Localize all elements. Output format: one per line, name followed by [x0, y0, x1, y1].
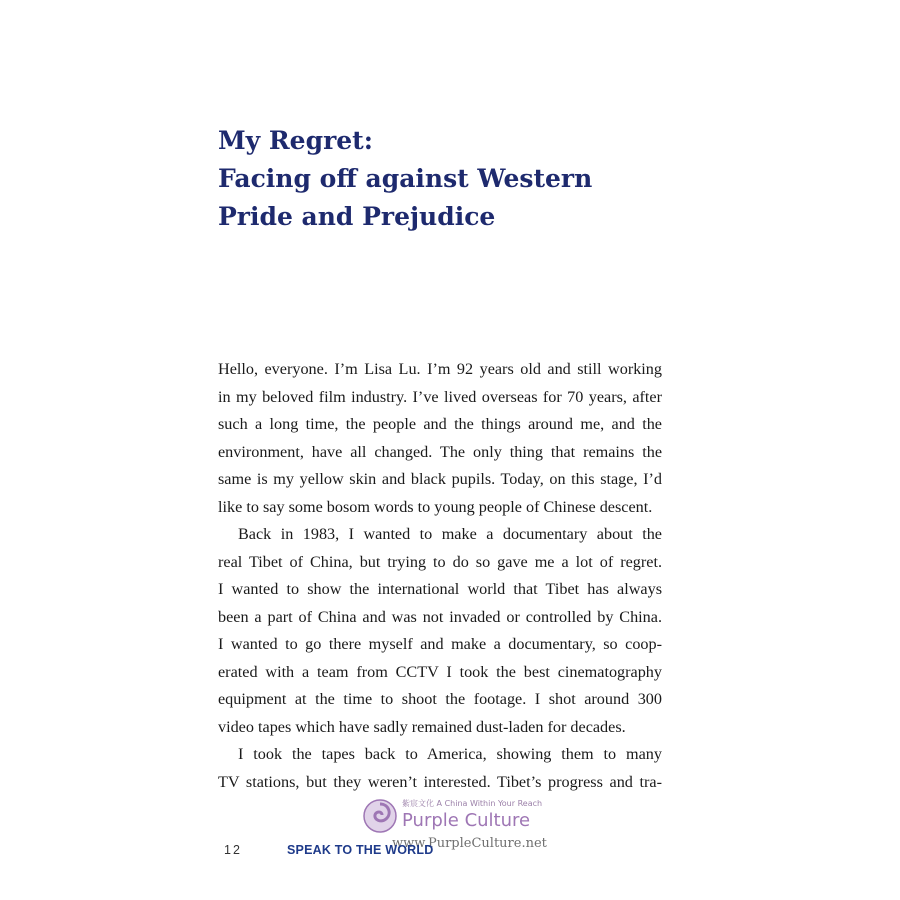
chapter-title-line-3: Pride and Prejudice: [218, 202, 496, 231]
body-line: same is my yellow skin and black pupils. Today, on this stage, I’d: [218, 470, 662, 488]
body-line: I wanted to show the international world that Tibet has always: [218, 580, 662, 598]
body-line: I wanted to go there myself and make a documentary, so coop-: [218, 635, 662, 653]
body-line: equipment at the time to shoot the footage. I shot around 300: [218, 690, 662, 708]
body-line: video tapes which have sadly remained dust-laden for decades.: [218, 717, 626, 736]
body-line: such a long time, the people and the things around me, and the: [218, 415, 662, 433]
body-text: [218, 356, 662, 796]
body-line: real Tibet of China, but trying to do so gave me a lot of regret.: [218, 552, 662, 571]
page-number: 12: [224, 843, 242, 857]
purple-culture-logo-icon: [362, 798, 398, 834]
body-line: TV stations, but they weren’t interested. Tibet’s progress and tra-: [218, 772, 662, 791]
chapter-title: [218, 122, 818, 236]
body-line: Back in 1983, I wanted to make a documentary about the: [238, 525, 662, 543]
body-line: environment, have all changed. The only thing that remains the: [218, 442, 662, 461]
body-line: I took the tapes back to America, showing them to many: [238, 745, 662, 763]
body-line: like to say some bosom words to young people of Chinese descent.: [218, 497, 653, 516]
body-line: erated with a team from CCTV I took the best cinematography: [218, 662, 662, 681]
running-title: SPEAK TO THE WORLD: [287, 843, 434, 857]
watermark-url: www.PurpleCulture.net: [392, 836, 547, 851]
chapter-title-line-1: My Regret:: [218, 126, 373, 155]
chapter-title-line-2: Facing off against Western: [218, 164, 593, 193]
body-line: in my beloved film industry. I’ve lived overseas for 70 years, after: [218, 387, 662, 406]
watermark-chinese: 紫宸文化 A China Within Your Reach: [402, 799, 543, 808]
body-line: been a part of China and was not invaded or controlled by China.: [218, 607, 662, 626]
body-line: Hello, everyone. I’m Lisa Lu. I’m 92 years old and still working: [218, 360, 662, 378]
watermark-name: Purple Culture: [402, 810, 531, 831]
